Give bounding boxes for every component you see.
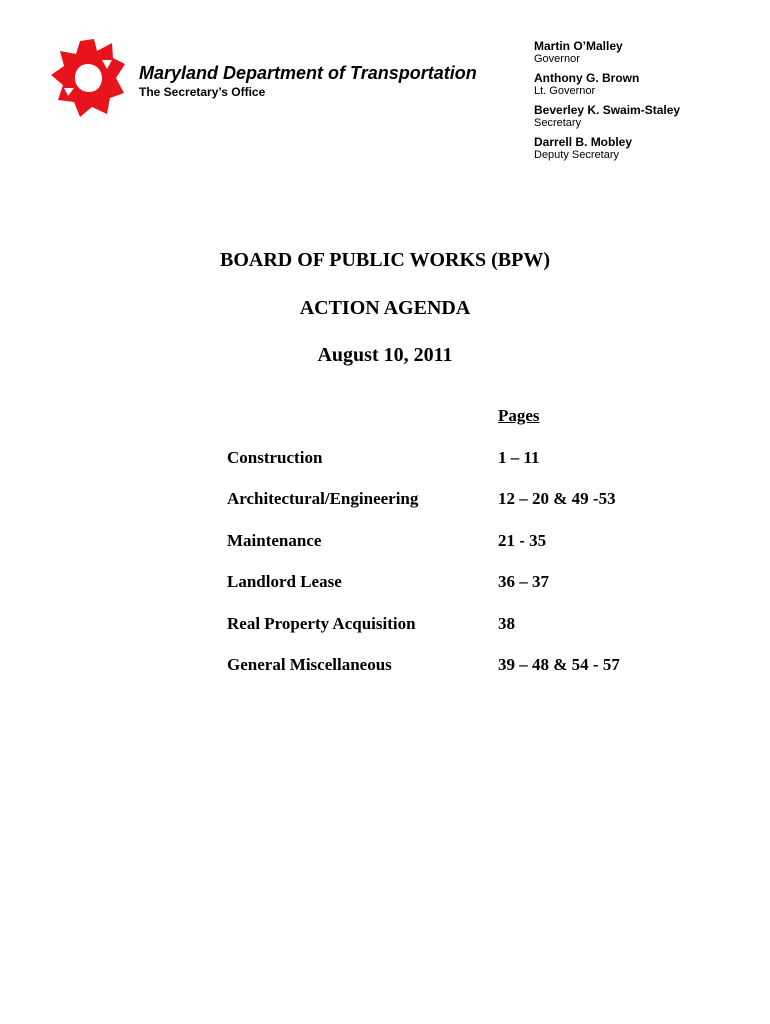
official-name: Darrell B. Mobley bbox=[534, 135, 633, 149]
official-title: Governor bbox=[534, 53, 580, 65]
official-title: Lt. Governor bbox=[534, 85, 596, 97]
agenda-pages: 21 - 35 bbox=[498, 531, 547, 550]
agenda-category: Landlord Lease bbox=[227, 572, 342, 591]
agenda-row bbox=[0, 655, 770, 679]
agenda-category: Real Property Acquisition bbox=[227, 614, 416, 633]
official-title: Deputy Secretary bbox=[534, 149, 619, 161]
agenda-pages: 39 – 48 & 54 - 57 bbox=[498, 655, 620, 674]
official-entry bbox=[534, 136, 680, 161]
agenda-row bbox=[0, 448, 770, 472]
official-entry bbox=[534, 104, 680, 129]
mdot-logo-icon bbox=[50, 38, 126, 118]
agenda-pages: 1 – 11 bbox=[498, 448, 540, 467]
agenda-row bbox=[0, 531, 770, 555]
document-date: August 10, 2011 bbox=[317, 344, 453, 366]
agenda-category: General Miscellaneous bbox=[227, 655, 392, 674]
agenda-row bbox=[0, 489, 770, 513]
pages-column-header: Pages bbox=[498, 406, 540, 425]
official-name: Anthony G. Brown bbox=[534, 71, 640, 85]
agenda-pages: 12 – 20 & 49 -53 bbox=[498, 489, 616, 508]
document-title: BOARD OF PUBLIC WORKS (BPW) bbox=[219, 249, 551, 271]
agenda-category: Maintenance bbox=[227, 531, 322, 550]
official-name: Beverley K. Swaim-Staley bbox=[534, 103, 681, 117]
official-entry bbox=[534, 40, 680, 65]
official-name: Martin O’Malley bbox=[534, 39, 623, 53]
official-title: Secretary bbox=[534, 117, 582, 129]
official-entry bbox=[534, 72, 680, 97]
agenda-pages: 36 – 37 bbox=[498, 572, 549, 591]
officials-list bbox=[534, 40, 680, 168]
agenda-category: Architectural/Engineering bbox=[227, 489, 419, 508]
document-subtitle: ACTION AGENDA bbox=[299, 297, 471, 319]
agenda-row bbox=[0, 572, 770, 596]
office-name: The Secretary’s Office bbox=[139, 85, 266, 99]
agenda-pages: 38 bbox=[498, 614, 515, 633]
agenda-category: Construction bbox=[227, 448, 323, 467]
agenda-row bbox=[0, 614, 770, 638]
department-name: Maryland Department of Transportation bbox=[139, 63, 477, 83]
